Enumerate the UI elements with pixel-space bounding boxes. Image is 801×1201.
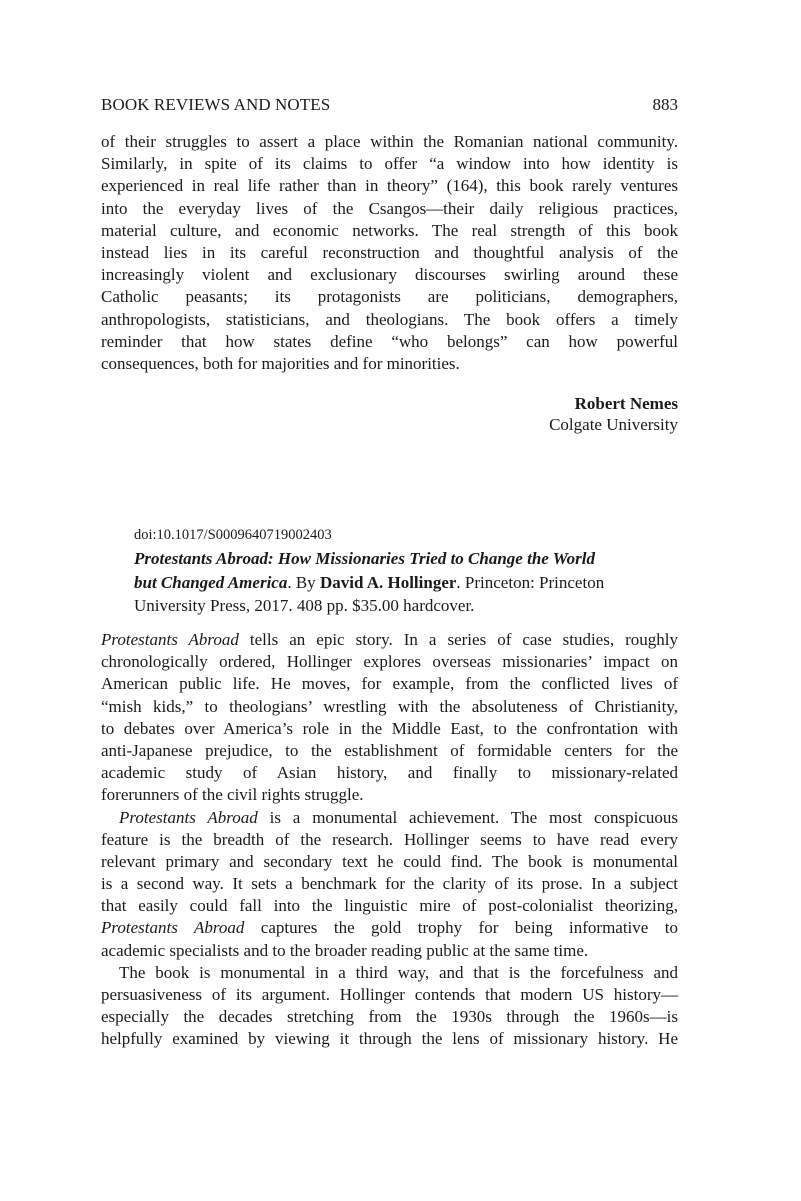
text-line: experienced in real life rather than in theory” (164), this book rarely ventures — [101, 176, 678, 196]
text-line: persuasiveness of its argument. Hollinger contends that modern US history— — [101, 985, 678, 1004]
reviewer-name: Robert Nemes — [574, 394, 678, 413]
text-line: forerunners of the civil rights struggle. — [101, 785, 364, 805]
book-title-italic: Protestants Abroad — [119, 807, 258, 827]
text-line: into the everyday lives of the Csangos—their daily religious practices, — [101, 198, 678, 218]
text-line: consequences, both for majorities and for minorities. — [101, 353, 460, 373]
text-line: anthropologists, statisticians, and theologians. The book offers a timely — [101, 309, 678, 329]
citation-line — [134, 547, 678, 571]
text-line: reminder that how states define “who belongs” can how powerful — [101, 331, 678, 351]
text-line: Catholic peasants; its protagonists are politicians, demographers, — [101, 287, 678, 307]
book-author: David A. Hollinger — [319, 572, 457, 592]
text-line: Protestants Abroad is a monumental achievement. The most conspicuous — [119, 807, 678, 827]
book-title: but Changed America — [134, 572, 288, 592]
text-line: chronologically ordered, Hollinger explores overseas missionaries’ impact on — [101, 652, 678, 672]
doi[interactable]: doi:10.1017/S0009640719002403 — [134, 527, 332, 543]
page-number: 883 — [652, 95, 678, 114]
text-line: relevant primary and secondary text he could find. The book is monumental — [101, 851, 678, 871]
running-head — [101, 94, 678, 116]
text-line: that easily could fall into the linguistic mire of post-colonialist theorizing, — [101, 896, 678, 916]
text-line: of their struggles to assert a place within the Romanian national community. — [101, 132, 678, 151]
text-line: “mish kids,” to theologians’ wrestling with the absoluteness of Christianity, — [101, 696, 678, 716]
text-line: to debates over America’s role in the Middle East, to the confrontation with — [101, 718, 678, 738]
review-body — [101, 629, 678, 1051]
citation-line — [134, 594, 678, 618]
reviewer-signature — [101, 393, 678, 435]
publication-details: University Press, 2017. 408 pp. $35.00 hardcover. — [134, 596, 475, 615]
text-line: material culture, and economic networks. The real strength of this book — [101, 220, 678, 240]
text-line: anti-Japanese prejudice, to the establishment of formidable centers for the — [101, 740, 678, 760]
text-line: instead lies in its careful reconstruction and thoughtful analysis of the — [101, 242, 678, 262]
text-line: Similarly, in spite of its claims to offer “a window into how identity is — [101, 154, 678, 174]
text-line: Protestants Abroad captures the gold trophy for being informative to — [101, 918, 678, 938]
text-line: academic study of Asian history, and finally to missionary-related — [101, 763, 678, 783]
reviewer-affiliation: Colgate University — [549, 415, 678, 434]
text-line: helpfully examined by viewing it through the lens of missionary history. He — [101, 1029, 678, 1049]
book-citation — [134, 525, 678, 618]
text-line: Protestants Abroad tells an epic story. In a series of case studies, roughly — [101, 630, 678, 649]
text-line: The book is monumental in a third way, and that is the forcefulness and — [119, 962, 678, 982]
text-line: academic specialists and to the broader reading public at the same time. — [101, 940, 589, 960]
book-title-italic: Protestants Abroad — [101, 630, 239, 649]
text-line: American public life. He moves, for example, from the conflicted lives of — [101, 674, 678, 694]
running-title: BOOK REVIEWS AND NOTES — [101, 95, 331, 114]
book-title: Protestants Abroad: How Missionaries Tried to Change the World — [134, 549, 595, 568]
book-title-italic: Protestants Abroad — [101, 918, 245, 938]
text-line: increasingly violent and exclusionary discourses swirling around these — [101, 265, 678, 285]
text-line: is a second way. It sets a benchmark for the clarity of its prose. In a subject — [101, 874, 678, 894]
citation-line: but Changed America. By David A. Hollinger. Princeton: Princeton — [134, 572, 605, 592]
text-line: feature is the breadth of the research. Hollinger seems to have read every — [101, 829, 678, 849]
text-line: especially the decades stretching from the 1930s through the 1960s—is — [101, 1007, 678, 1027]
previous-review-conclusion — [101, 131, 678, 375]
